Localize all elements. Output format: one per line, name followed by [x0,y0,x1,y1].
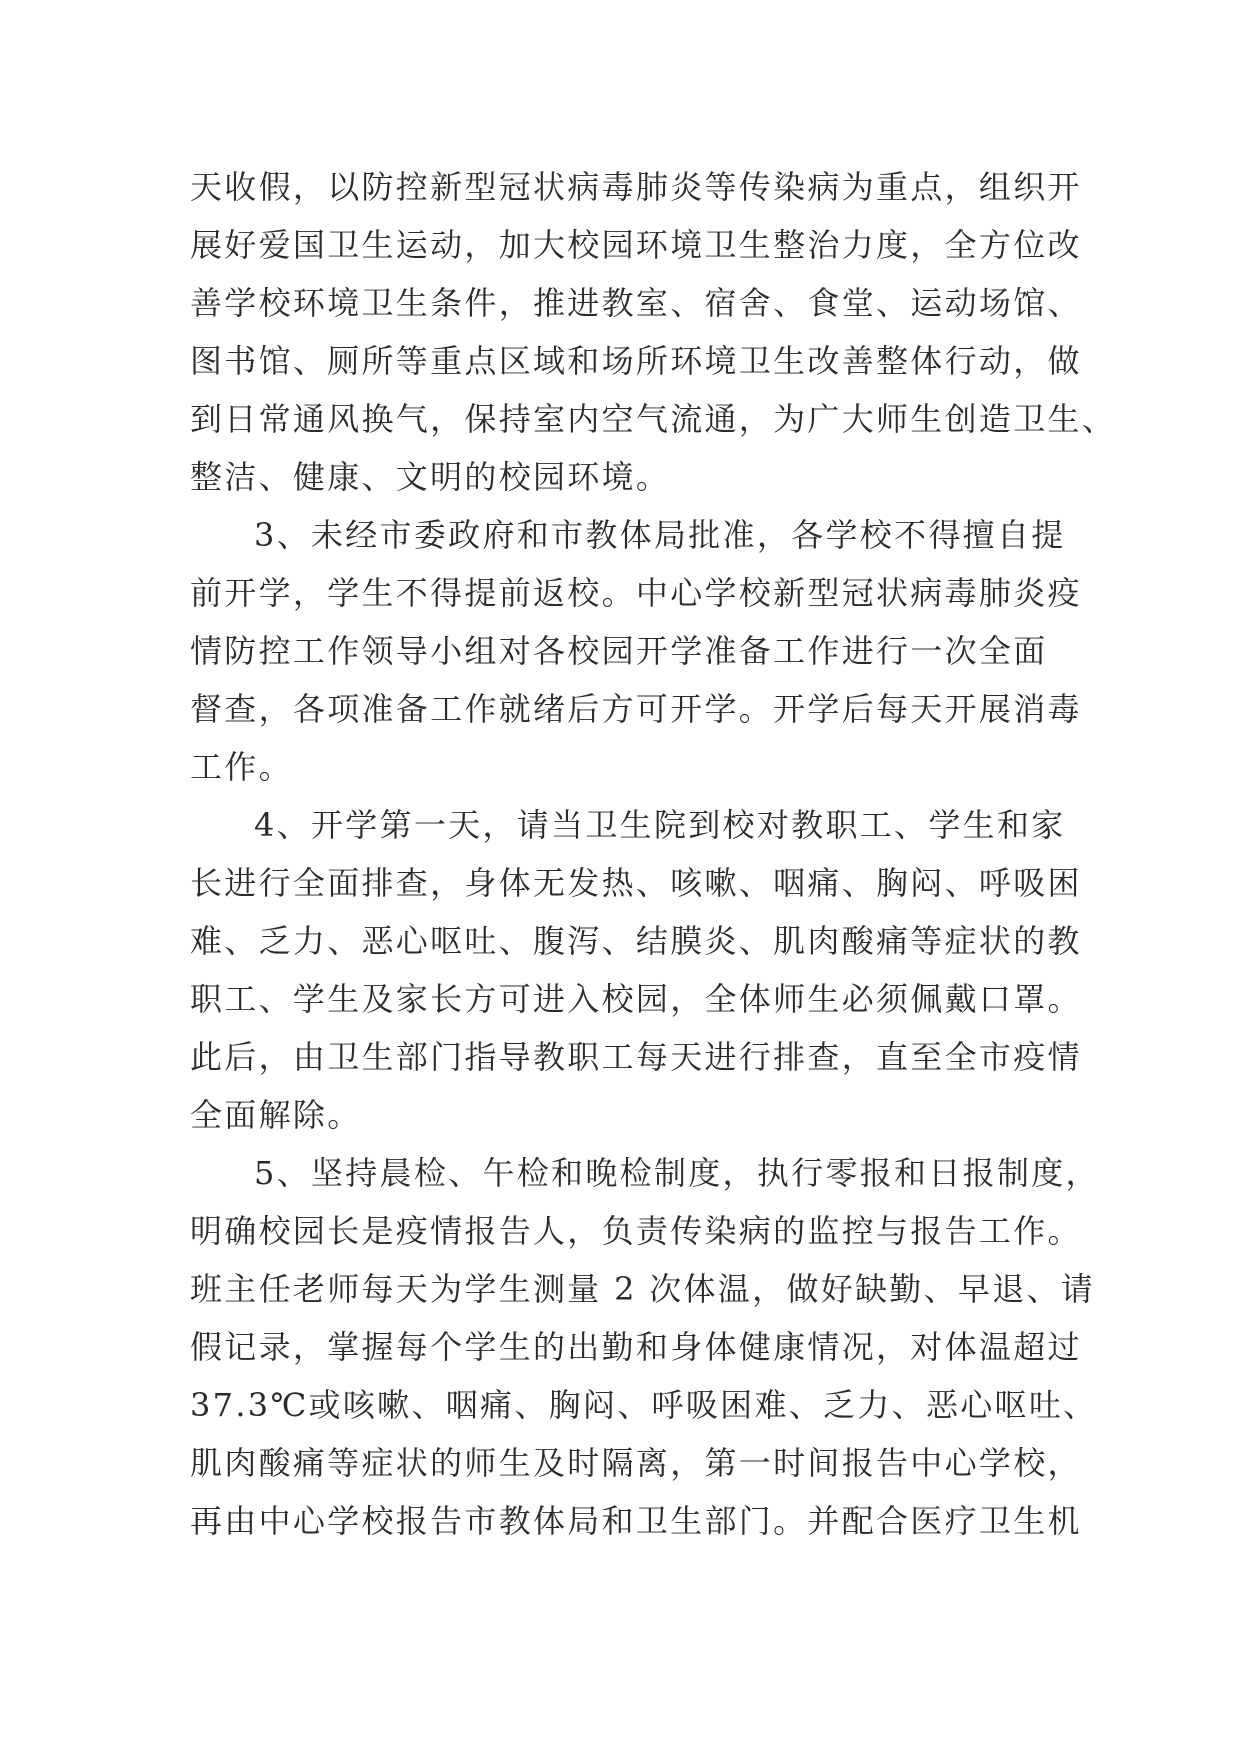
text-line: 长进行全面排查，身体无发热、咳嗽、咽痛、胸闷、呼吸困 [190,864,1082,902]
paragraph-item-5 [190,1144,1100,1550]
text-line: 明确校园长是疫情报告人，负责传染病的监控与报告工作。 [190,1212,1082,1250]
text-line: 天收假，以防控新型冠状病毒肺炎等传染病为重点，组织开 [190,168,1082,206]
paragraph-continuation [190,158,1117,506]
text-line: 再由中心学校报告市教体局和卫生部门。并配合医疗卫生机 [190,1502,1082,1540]
text-line: 5、坚持晨检、午检和晚检制度，执行零报和日报制度， [254,1154,1100,1192]
text-line: 图书馆、厕所等重点区域和场所环境卫生改善整体行动，做 [190,342,1082,380]
paragraph-item-3 [190,506,1082,796]
text-line: 4、开学第一天，请当卫生院到校对教职工、学生和家 [254,806,1066,844]
text-line: 37.3℃或咳嗽、咽痛、胸闷、呼吸困难、乏力、恶心呕吐、 [190,1386,1098,1424]
text-line: 难、乏力、恶心呕吐、腹泻、结膜炎、肌肉酸痛等症状的教 [190,922,1082,960]
text-line: 整洁、健康、文明的校园环境。 [190,458,671,496]
text-line: 前开学，学生不得提前返校。中心学校新型冠状病毒肺炎疫 [190,574,1082,612]
text-line: 到日常通风换气，保持室内空气流通，为广大师生创造卫生、 [190,400,1117,438]
text-line: 情防控工作领导小组对各校园开学准备工作进行一次全面 [190,632,1048,670]
text-line: 肌肉酸痛等症状的师生及时隔离，第一时间报告中心学校， [190,1444,1082,1482]
text-line: 工作。 [190,748,293,786]
text-line: 此后，由卫生部门指导教职工每天进行排查，直至全市疫情 [190,1038,1082,1076]
text-line: 3、未经市委政府和市教体局批准，各学校不得擅自提 [254,516,1066,554]
text-line: 假记录，掌握每个学生的出勤和身体健康情况，对体温超过 [190,1328,1082,1366]
text-line: 督查，各项准备工作就绪后方可开学。开学后每天开展消毒 [190,690,1082,728]
text-line: 展好爱国卫生运动，加大校园环境卫生整治力度，全方位改 [190,226,1082,264]
text-line: 班主任老师每天为学生测量 2 次体温，做好缺勤、早退、请 [190,1270,1096,1308]
text-line: 善学校环境卫生条件，推进教室、宿舍、食堂、运动场馆、 [190,284,1082,322]
text-line: 全面解除。 [190,1096,362,1134]
paragraph-item-4 [190,796,1082,1144]
text-line: 职工、学生及家长方可进入校园，全体师生必须佩戴口罩。 [190,980,1082,1018]
body-text [190,158,1117,1550]
